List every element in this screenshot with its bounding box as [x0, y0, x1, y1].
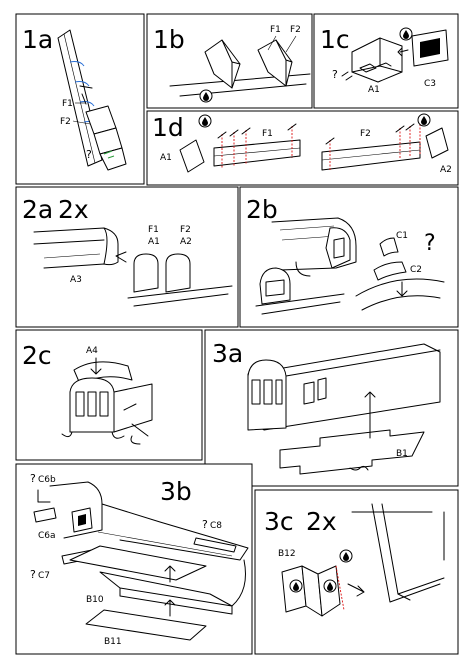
- part-label-b1: B1: [396, 449, 408, 459]
- step-number-1c: 1c: [320, 25, 350, 54]
- step-number-3c: 3c: [264, 507, 294, 536]
- part-label-c8: C8: [210, 521, 223, 531]
- panel-2b: [240, 187, 458, 327]
- glue-drop-icon: [418, 114, 430, 126]
- step-number-2b: 2b: [246, 195, 278, 224]
- part-label-c1: C1: [396, 231, 409, 241]
- question-mark-icon: ?: [424, 231, 436, 256]
- panel-1d: [147, 111, 458, 185]
- step-number-2a: 2a: [22, 195, 54, 224]
- part-label-f1: F1: [270, 25, 281, 35]
- part-label-c3: C3: [424, 79, 437, 89]
- part-label-c7: C7: [38, 571, 51, 581]
- panel-3c: [255, 490, 458, 654]
- panel-3b: [16, 464, 252, 654]
- part-label-b12: B12: [278, 549, 296, 559]
- part-label-a2: A2: [440, 165, 452, 175]
- panel-1a: [16, 14, 144, 184]
- glue-drop-icon: [400, 28, 412, 40]
- panel-1b: [147, 14, 312, 108]
- part-label-c6b: C6b: [38, 475, 56, 485]
- part-label-c6a: C6a: [38, 531, 56, 541]
- question-mark-icon: ?: [86, 148, 92, 161]
- step-number-2c: 2c: [22, 341, 52, 370]
- question-mark-icon: ?: [30, 472, 36, 485]
- step-number-1a: 1a: [22, 25, 54, 54]
- glue-drop-icon: [290, 580, 302, 592]
- part-label-f1: F1: [62, 99, 73, 109]
- glue-drop-icon: [199, 115, 211, 127]
- part-label-f1: F1: [262, 129, 273, 139]
- part-label-c2: C2: [410, 265, 423, 275]
- part-label-b11: B11: [104, 637, 122, 647]
- question-mark-icon: ?: [332, 68, 338, 81]
- step-number-1b: 1b: [153, 25, 185, 54]
- step-number-1d: 1d: [152, 113, 184, 142]
- part-label-f2: F2: [180, 225, 191, 235]
- part-label-b10: B10: [86, 595, 104, 605]
- part-label-a3: A3: [70, 275, 82, 285]
- glue-drop-icon: [200, 90, 212, 102]
- part-label-a1: A1: [148, 237, 160, 247]
- part-label-f2: F2: [360, 129, 371, 139]
- part-label-a1: A1: [368, 85, 380, 95]
- panel-2c: [16, 330, 202, 460]
- step-multiplier: 2x: [306, 507, 337, 536]
- step-number-3b: 3b: [160, 477, 192, 506]
- question-mark-icon: ?: [202, 518, 208, 531]
- panel-1c: [314, 14, 458, 108]
- part-label-f1: F1: [148, 225, 159, 235]
- glue-drop-icon: [340, 550, 352, 562]
- step-multiplier: 2x: [58, 195, 89, 224]
- panel-3a: [205, 330, 458, 486]
- part-label-a2: A2: [180, 237, 192, 247]
- part-label-a1: A1: [160, 153, 172, 163]
- panel-2a: [16, 187, 238, 327]
- question-mark-icon: ?: [30, 568, 36, 581]
- part-label-a4: A4: [86, 346, 98, 356]
- glue-drop-icon: [324, 580, 336, 592]
- part-label-f2: F2: [60, 117, 71, 127]
- part-label-f2: F2: [290, 25, 301, 35]
- step-number-3a: 3a: [212, 339, 244, 368]
